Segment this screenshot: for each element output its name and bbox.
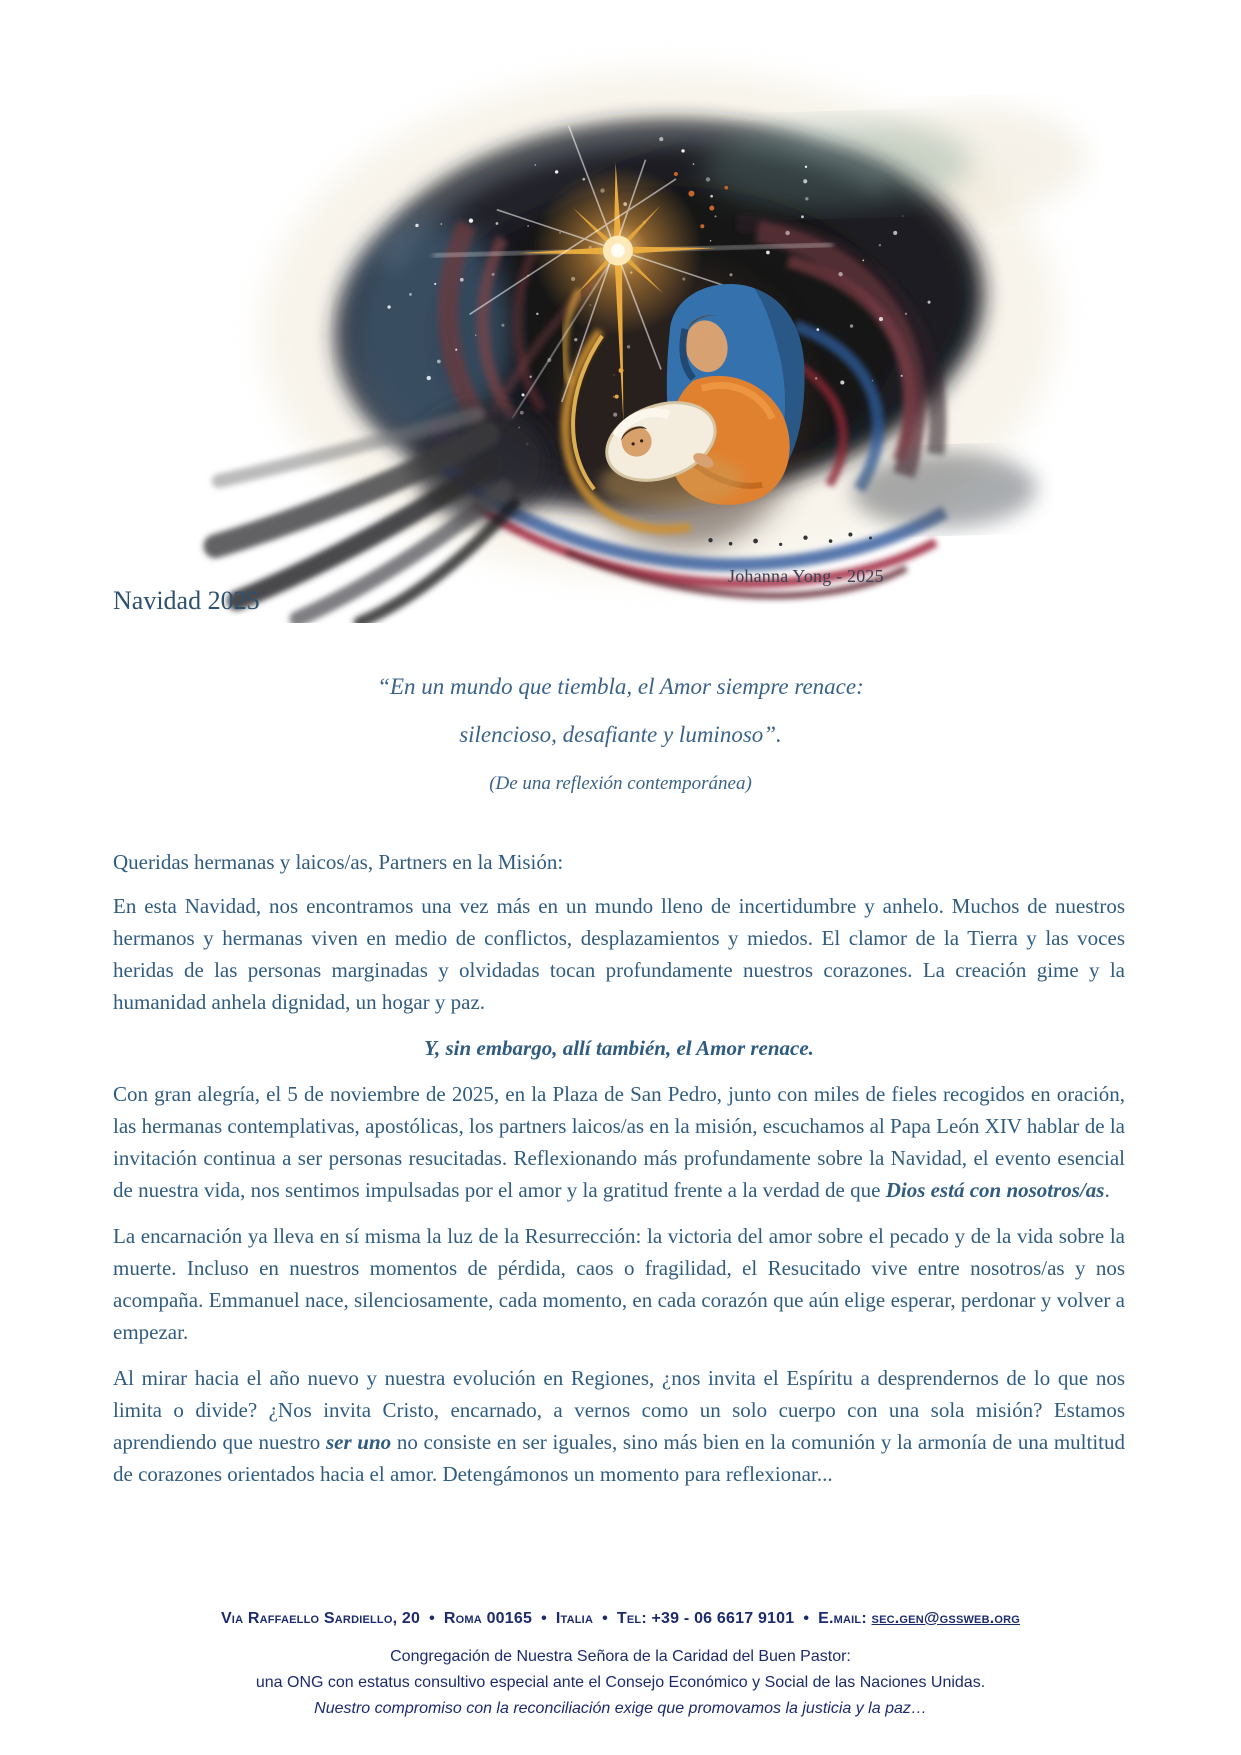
bullet-separator: • (602, 1610, 608, 1627)
opening-quote (0, 672, 1241, 796)
nativity-artwork (140, 28, 1100, 623)
greeting: Queridas hermanas y laicos/as, Partners en la Misión: (113, 850, 564, 874)
address-phone: Tel: +39 - 06 6617 9101 (616, 1610, 795, 1627)
paragraph-text: . (1104, 1178, 1110, 1202)
paragraph-text: Con gran alegría, el 5 de noviembre de 2025, en la Plaza de San Pedro, junto con miles de fieles recogidos en oración, las hermanas contemplativas, apostólicas, los partners laicos/as en la misión, escuchamos al Papa León XIV hablar de la invitación continua a ser personas resucitadas. Reflexionando más profundamente sobre la Navidad, el evento esencial de nuestra vida, nos sentimos impulsadas por el amor y la gratitud frente a la verdad de que (113, 1082, 1125, 1202)
paragraph-text: La encarnación ya lleva en sí misma la luz de la Resurrección: la victoria del amor sobre el pecado y de la vida sobre la muerte. Incluso en nuestros momentos de pérdida, caos o fragilidad, el Resucitado vive entre nosotros/as y nos acompaña. Emmanuel nace, silenciosamente, cada momento, en cada corazón que aún elige esperar, perdonar y volver a empezar. (113, 1224, 1125, 1344)
organization-status: una ONG con estatus consultivo especial ante el Consejo Económico y Social de las Naciones Unidas. (255, 1674, 986, 1691)
organization-name: Congregación de Nuestra Señora de la Caridad del Buen Pastor: (390, 1648, 851, 1665)
letter-paragraph-1 (113, 890, 1125, 1018)
page-footer (0, 1610, 1241, 1722)
paragraph-text: Y, sin embargo, allí también, el Amor renace. (424, 1036, 814, 1060)
bullet-separator: • (429, 1610, 435, 1627)
quote-attribution: (De una reflexión contemporánea) (489, 773, 752, 794)
email-link[interactable]: sec.gen@gssweb.org (871, 1610, 1021, 1627)
quote-line-2: silencioso, desafiante y luminoso”. (459, 722, 782, 747)
address-country: Italia (555, 1610, 594, 1627)
paragraph-text: no consiste en ser iguales, sino más bien en la comunión y la armonía de una multitud de corazones orientados hacia el amor. Detengámonos un momento para reflexionar... (113, 1430, 1125, 1486)
nativity-watercolor-illustration (140, 28, 1100, 623)
organization-motto: Nuestro compromiso con la reconciliación exige que promovamos la justicia y la paz… (314, 1700, 927, 1717)
letter-body (113, 846, 1125, 1504)
address-city: Roma 00165 (443, 1610, 533, 1627)
email-label: E.mail: (818, 1610, 867, 1627)
bullet-separator: • (803, 1610, 810, 1627)
letter-paragraph-2-centered (113, 1032, 1125, 1064)
quote-line-1: “En un mundo que tiembla, el Amor siempre renace: (377, 674, 864, 699)
letter-paragraph-3 (113, 1078, 1125, 1206)
organization-block (0, 1644, 1241, 1722)
emphasized-text: Dios está con nosotros/as (885, 1178, 1105, 1202)
letter-paragraph-5 (113, 1362, 1125, 1490)
address-street: Via Raffaello Sardiello, 20 (220, 1610, 421, 1627)
letter-paragraph-4 (113, 1220, 1125, 1348)
emphasized-text: ser uno (325, 1430, 392, 1454)
paragraph-text: Al mirar hacia el año nuevo y nuestra evolución en Regiones, ¿nos invita el Espíritu a desprendernos de lo que nos limita o divide? ¿Nos invita Cristo, encarnado, a vernos como un solo cuerpo con una sola misión? Estamos aprendiendo que nuestro (113, 1366, 1125, 1454)
artwork-caption: Johanna Yong - 2025 (728, 566, 884, 586)
page-title: Navidad 2025 (113, 586, 260, 615)
paragraph-text: En esta Navidad, nos encontramos una vez más en un mundo lleno de incertidumbre y anhelo. Muchos de nuestros hermanos y hermanas viven en medio de conflictos, desplazamientos y miedos. El clamor de la Tierra y las voces heridas de las personas marginadas y olvidadas tocan profundamente nuestros corazones. La creación gime y la humanidad anhela dignidad, un hogar y paz. (113, 894, 1125, 1014)
address-line (0, 1610, 1241, 1628)
bullet-separator: • (541, 1610, 547, 1627)
